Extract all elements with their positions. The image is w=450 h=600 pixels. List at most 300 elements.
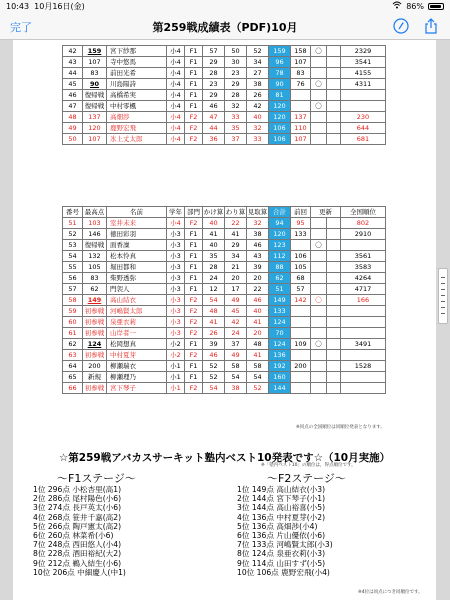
- table-cell: [311, 68, 327, 79]
- table-cell: 54: [247, 372, 269, 383]
- table-cell: [327, 112, 341, 123]
- f2-stage-title: 〜F2ステージ〜: [267, 472, 346, 485]
- table-cell: 61: [63, 328, 83, 339]
- battery-percent: 86%: [406, 2, 424, 11]
- table-cell: 41: [225, 229, 247, 240]
- table-cell: 124: [269, 339, 291, 350]
- table-cell: 23: [225, 68, 247, 79]
- table-cell: F2: [185, 123, 203, 134]
- table-cell: 泉亜衣莉: [107, 317, 167, 328]
- table-cell: [341, 240, 386, 251]
- table-cell: 初参戦: [83, 317, 107, 328]
- table-cell: 小1: [167, 361, 185, 372]
- table-cell: 81: [269, 90, 291, 101]
- table-row: [63, 101, 386, 112]
- share-icon[interactable]: [422, 17, 440, 35]
- table-cell: 29: [203, 90, 225, 101]
- status-bar: [0, 0, 450, 13]
- results-table-2: [62, 206, 386, 394]
- table-cell: 門袈人: [107, 284, 167, 295]
- ranking-item: 10位 106点 鹿野宏飛(小4): [237, 567, 330, 577]
- table-cell: 初参戦: [83, 306, 107, 317]
- table-cell: [327, 328, 341, 339]
- table-cell: 43: [63, 57, 83, 68]
- table-cell: 159: [269, 46, 291, 57]
- table-cell: 66: [63, 383, 83, 394]
- table-row: [63, 328, 386, 339]
- table-cell: 49: [225, 350, 247, 361]
- table-cell: 45: [225, 306, 247, 317]
- table-cell: [341, 383, 386, 394]
- table-cell: 41: [247, 350, 269, 361]
- table-cell: 小3: [167, 328, 185, 339]
- table-cell: 149: [83, 295, 107, 306]
- table-cell: 2910: [341, 229, 386, 240]
- column-header: わり算: [225, 208, 246, 216]
- table-cell: 小3: [167, 284, 185, 295]
- column-header: 名前: [107, 207, 167, 218]
- table-cell: 26: [203, 328, 225, 339]
- table-cell: 144: [269, 383, 291, 394]
- table-cell: 45: [63, 79, 83, 90]
- table-cell: [291, 350, 311, 361]
- table-cell: 54: [203, 295, 225, 306]
- column-header: 更新: [311, 207, 341, 218]
- table-cell: 4311: [341, 79, 386, 90]
- ranking-item: 9位 212点 鵜入結生(小6): [33, 558, 122, 568]
- table-cell: [311, 372, 327, 383]
- table-cell: 51: [269, 284, 291, 295]
- table-cell: F1: [185, 262, 203, 273]
- table-cell: 107: [83, 134, 107, 145]
- table-cell: 149: [269, 295, 291, 306]
- table-cell: F1: [185, 68, 203, 79]
- column-header: かけ算: [203, 208, 224, 216]
- table-cell: 33: [225, 112, 247, 123]
- table-cell: 46: [247, 240, 269, 251]
- table-cell: [327, 101, 341, 112]
- table-cell: 60: [63, 317, 83, 328]
- ranking-item: 4位 268点 笹井千嘉(高2): [33, 512, 122, 522]
- page-scroller-thumb[interactable]: [438, 268, 448, 324]
- table-cell: 46: [63, 90, 83, 101]
- table-cell: 42: [247, 101, 269, 112]
- table-cell: 95: [291, 218, 311, 229]
- table-cell: 松岡想真: [107, 339, 167, 350]
- table-row: [63, 273, 386, 284]
- table-cell: F2: [185, 306, 203, 317]
- table-cell: 52: [203, 372, 225, 383]
- table-cell: 小3: [167, 306, 185, 317]
- table-cell: [311, 361, 327, 372]
- table-cell: 94: [269, 218, 291, 229]
- table-cell: [311, 306, 327, 317]
- table-cell: 159: [83, 46, 107, 57]
- table-cell: F1: [185, 273, 203, 284]
- table-row: [63, 350, 386, 361]
- table-cell: [327, 306, 341, 317]
- table-cell: 105: [291, 262, 311, 273]
- table-cell: 49: [63, 123, 83, 134]
- table-cell: [311, 123, 327, 134]
- table-cell: 面香凜: [107, 240, 167, 251]
- table-cell: 20: [225, 273, 247, 284]
- table-cell: [291, 383, 311, 394]
- table-cell: [311, 57, 327, 68]
- table-cell: 21: [225, 262, 247, 273]
- table-cell: 200: [83, 361, 107, 372]
- table-cell: 44: [63, 68, 83, 79]
- status-time: [6, 0, 85, 13]
- table-cell: 68: [291, 273, 311, 284]
- table-row: [63, 218, 386, 229]
- document-title: 第259戦成績表（PDF)10月: [152, 21, 298, 34]
- table-cell: 58: [63, 295, 83, 306]
- table-cell: 132: [83, 251, 107, 262]
- table-cell: 39: [247, 262, 269, 273]
- table-cell: F1: [185, 240, 203, 251]
- ranking-item: 4位 136点 中村夏芽(小2): [237, 512, 326, 522]
- table-cell: 50: [225, 46, 247, 57]
- table-cell: 52: [63, 229, 83, 240]
- table-cell: [291, 90, 311, 101]
- table-cell: 47: [63, 101, 83, 112]
- table-cell: 133: [269, 306, 291, 317]
- table-row: [63, 68, 386, 79]
- table-cell: 柳瀬理乃: [107, 372, 167, 383]
- table-cell: [327, 339, 341, 350]
- f1-stage-title: 〜F1ステージ〜: [57, 472, 136, 485]
- table-cell: 65: [63, 372, 83, 383]
- table-cell: [311, 112, 327, 123]
- table-cell: 高山結衣: [107, 295, 167, 306]
- table-cell: 30: [225, 57, 247, 68]
- table-cell: 38: [247, 79, 269, 90]
- table-cell: 32: [247, 218, 269, 229]
- table-cell: 35: [203, 251, 225, 262]
- table-cell: 新規: [83, 372, 107, 383]
- table-cell: 20: [247, 273, 269, 284]
- table-cell: 小3: [167, 295, 185, 306]
- column-header: 最高点: [83, 207, 107, 218]
- table-cell: 54: [225, 372, 247, 383]
- table-cell: F1: [185, 57, 203, 68]
- table-cell: [327, 123, 341, 134]
- table-cell: 83: [83, 68, 107, 79]
- table-row: [63, 251, 386, 262]
- table-cell: F2: [185, 383, 203, 394]
- table-cell: 前田光希: [107, 68, 167, 79]
- table-cell: 28: [225, 90, 247, 101]
- nav-icons: [392, 17, 440, 35]
- table-cell: 宮下紗那: [107, 46, 167, 57]
- f2-ranking-list: [237, 485, 333, 577]
- table-cell: 46: [203, 350, 225, 361]
- table-cell: 〇: [311, 339, 327, 350]
- table-cell: F1: [185, 46, 203, 57]
- table-cell: 192: [269, 361, 291, 372]
- table-cell: 23: [203, 79, 225, 90]
- table-cell: 小3: [167, 262, 185, 273]
- table-cell: F1: [185, 284, 203, 295]
- table-cell: 52: [247, 46, 269, 57]
- table-cell: 63: [63, 350, 83, 361]
- table-cell: 〇: [311, 101, 327, 112]
- table-cell: 小4: [167, 68, 185, 79]
- table-cell: 34: [225, 251, 247, 262]
- table-cell: [341, 372, 386, 383]
- table-cell: [327, 262, 341, 273]
- table-cell: 136: [269, 350, 291, 361]
- table-cell: 41: [247, 317, 269, 328]
- table-cell: 48: [203, 306, 225, 317]
- date-text: 10月16日(金): [34, 2, 85, 11]
- table-cell: 46: [247, 295, 269, 306]
- ranking-item: 7位 133点 河嶋賢太郎(小3): [237, 540, 333, 550]
- table-cell: 58: [225, 361, 247, 372]
- results-table-1: [62, 45, 386, 145]
- table-cell: F2: [185, 134, 203, 145]
- table-cell: 120: [269, 101, 291, 112]
- table-cell: [327, 273, 341, 284]
- table-cell: 37: [225, 134, 247, 145]
- table-cell: [291, 101, 311, 112]
- table-cell: [327, 79, 341, 90]
- ranking-item: 5位 266点 陶戸憲太(高2): [33, 521, 122, 531]
- table-cell: [327, 134, 341, 145]
- table-cell: 小4: [167, 134, 185, 145]
- table-cell: 初参戦: [83, 383, 107, 394]
- table-cell: 高橋希実: [107, 90, 167, 101]
- table-cell: [291, 328, 311, 339]
- table-cell: 〇: [311, 79, 327, 90]
- f1-ranking-list: [33, 485, 126, 577]
- table-cell: 107: [83, 57, 107, 68]
- table-cell: 〇: [311, 46, 327, 57]
- table-cell: 57: [291, 284, 311, 295]
- ranking-item: 5位 136点 高畑渉(小4): [237, 521, 318, 531]
- table-cell: [311, 350, 327, 361]
- ranking-footnote: ※4位は同点につき同順位です。: [358, 590, 423, 595]
- table-cell: 644: [341, 123, 386, 134]
- table-cell: 123: [269, 240, 291, 251]
- table-cell: 124: [269, 317, 291, 328]
- table-cell: 1528: [341, 361, 386, 372]
- table-cell: F2: [185, 295, 203, 306]
- table-cell: 142: [291, 295, 311, 306]
- table-cell: 230: [341, 112, 386, 123]
- table-cell: 小3: [167, 273, 185, 284]
- table-cell: 復帰戦: [83, 101, 107, 112]
- table-cell: 初参戦: [83, 350, 107, 361]
- column-header: 学年: [167, 207, 185, 218]
- table-row: [63, 240, 386, 251]
- table-cell: 小4: [167, 46, 185, 57]
- table-cell: F1: [185, 229, 203, 240]
- table-cell: 57: [203, 46, 225, 57]
- table-cell: 137: [83, 112, 107, 123]
- table-cell: F1: [185, 251, 203, 262]
- table-cell: 徳田彩羽: [107, 229, 167, 240]
- table-row: [63, 372, 386, 383]
- table-row: [63, 361, 386, 372]
- table-cell: 柳瀬瑞衣: [107, 361, 167, 372]
- table-cell: [327, 229, 341, 240]
- battery-icon: [428, 3, 444, 10]
- table-cell: 小2: [167, 339, 185, 350]
- table-cell: [311, 134, 327, 145]
- table-row: [63, 229, 386, 240]
- table-cell: 52: [203, 361, 225, 372]
- table-cell: 40: [247, 112, 269, 123]
- table-cell: 44: [203, 123, 225, 134]
- table-header-row: [63, 207, 386, 218]
- table-cell: 3561: [341, 251, 386, 262]
- table-cell: 40: [203, 218, 225, 229]
- table-cell: 26: [247, 90, 269, 101]
- table-cell: 57: [63, 284, 83, 295]
- table-cell: 46: [203, 101, 225, 112]
- table-cell: [291, 372, 311, 383]
- table-cell: 〇: [311, 240, 327, 251]
- table-cell: 39: [203, 339, 225, 350]
- ranking-item: 1位 149点 高山結衣(小3): [237, 485, 326, 494]
- table-cell: 158: [291, 46, 311, 57]
- table-cell: 120: [269, 229, 291, 240]
- table-cell: [327, 350, 341, 361]
- table-cell: 53: [63, 240, 83, 251]
- table-cell: 70: [269, 328, 291, 339]
- table-cell: [327, 295, 341, 306]
- best10-heading: ☆第259戦アバカスサーキット塾内ベスト10発表です☆（10月実施）: [58, 452, 391, 464]
- table-cell: [327, 284, 341, 295]
- table-cell: 83: [83, 273, 107, 284]
- table-cell: 小4: [167, 90, 185, 101]
- table-cell: 氷上丈太郎: [107, 134, 167, 145]
- table-cell: 56: [63, 273, 83, 284]
- table-cell: [327, 90, 341, 101]
- ranking-item: 3位 274点 長戸英太(小6): [33, 503, 122, 513]
- table-cell: 166: [341, 295, 386, 306]
- table-cell: [341, 328, 386, 339]
- table-cell: 105: [83, 262, 107, 273]
- table-cell: 鹿野宏飛: [107, 123, 167, 134]
- table-cell: 160: [269, 372, 291, 383]
- wifi-icon: [392, 0, 402, 13]
- table-cell: F2: [185, 328, 203, 339]
- table-cell: 小3: [167, 240, 185, 251]
- table-row: [63, 317, 386, 328]
- table-cell: 29: [203, 57, 225, 68]
- table-cell: [327, 68, 341, 79]
- table-cell: 681: [341, 134, 386, 145]
- table-cell: [341, 317, 386, 328]
- ranking-item: 8位 228点 酒田裕紀(大2): [33, 549, 122, 559]
- table-cell: 22: [247, 284, 269, 295]
- table-cell: 200: [291, 361, 311, 372]
- table-cell: 124: [83, 339, 107, 350]
- column-header: 前回: [291, 207, 311, 218]
- table-cell: 小3: [167, 251, 185, 262]
- table-cell: 4155: [341, 68, 386, 79]
- table-cell: 川島陽詩: [107, 79, 167, 90]
- table-cell: 29: [225, 79, 247, 90]
- table-cell: 初参戦: [83, 328, 107, 339]
- table-cell: [327, 240, 341, 251]
- table-cell: 112: [269, 251, 291, 262]
- table-cell: 106: [269, 134, 291, 145]
- table-row: [63, 112, 386, 123]
- table-cell: 20: [247, 328, 269, 339]
- table-cell: [311, 383, 327, 394]
- table-cell: 90: [269, 79, 291, 90]
- table-cell: [327, 46, 341, 57]
- table-cell: 88: [269, 262, 291, 273]
- table-cell: 松本怜真: [107, 251, 167, 262]
- table-cell: [311, 328, 327, 339]
- table-row: [63, 339, 386, 350]
- table-cell: [291, 317, 311, 328]
- ranking-item: 7位 248点 西田悠人(小4): [33, 540, 122, 550]
- table-cell: 54: [63, 251, 83, 262]
- table-cell: 中村零楓: [107, 101, 167, 112]
- table-cell: 40: [247, 306, 269, 317]
- table-cell: F2: [185, 218, 203, 229]
- table-row: [63, 306, 386, 317]
- table-cell: 小4: [167, 123, 185, 134]
- table-cell: F1: [185, 79, 203, 90]
- table-cell: 106: [291, 251, 311, 262]
- table-cell: 133: [291, 229, 311, 240]
- table-cell: 22: [225, 218, 247, 229]
- table-cell: 山岸者一: [107, 328, 167, 339]
- column-header: 部門: [185, 207, 203, 218]
- column-header: 見取算: [247, 208, 268, 216]
- table-cell: 2329: [341, 46, 386, 57]
- table-cell: [291, 240, 311, 251]
- markup-icon[interactable]: [392, 17, 410, 35]
- table-cell: 802: [341, 218, 386, 229]
- table-cell: F1: [185, 101, 203, 112]
- table-cell: [311, 317, 327, 328]
- table-cell: 小3: [167, 317, 185, 328]
- table-cell: 54: [203, 383, 225, 394]
- table-cell: 43: [247, 251, 269, 262]
- table-cell: 137: [291, 112, 311, 123]
- table-cell: [327, 383, 341, 394]
- ranking-item: 10位 206点 中細慶人(中1): [33, 567, 126, 577]
- table-row: [63, 57, 386, 68]
- column-header: 番号: [63, 207, 83, 218]
- ranking-item: 2位 144点 宮下琴子(小1): [237, 494, 326, 504]
- done-button[interactable]: 完了: [10, 21, 32, 34]
- table-cell: [327, 372, 341, 383]
- table-cell: 小2: [167, 350, 185, 361]
- table-cell: 3541: [341, 57, 386, 68]
- table-cell: 32: [247, 123, 269, 134]
- table-cell: F2: [185, 112, 203, 123]
- ranking-item: 3位 144点 高山裕喜(小5): [237, 503, 326, 513]
- table-cell: [341, 350, 386, 361]
- table-cell: 小3: [167, 229, 185, 240]
- table-cell: 110: [291, 123, 311, 134]
- table-cell: F1: [185, 361, 203, 372]
- table-cell: 41: [203, 317, 225, 328]
- table-row: [63, 284, 386, 295]
- ranking-item: 6位 136点 片山優依(小6): [237, 530, 326, 540]
- table-cell: 49: [225, 295, 247, 306]
- table-cell: 29: [225, 240, 247, 251]
